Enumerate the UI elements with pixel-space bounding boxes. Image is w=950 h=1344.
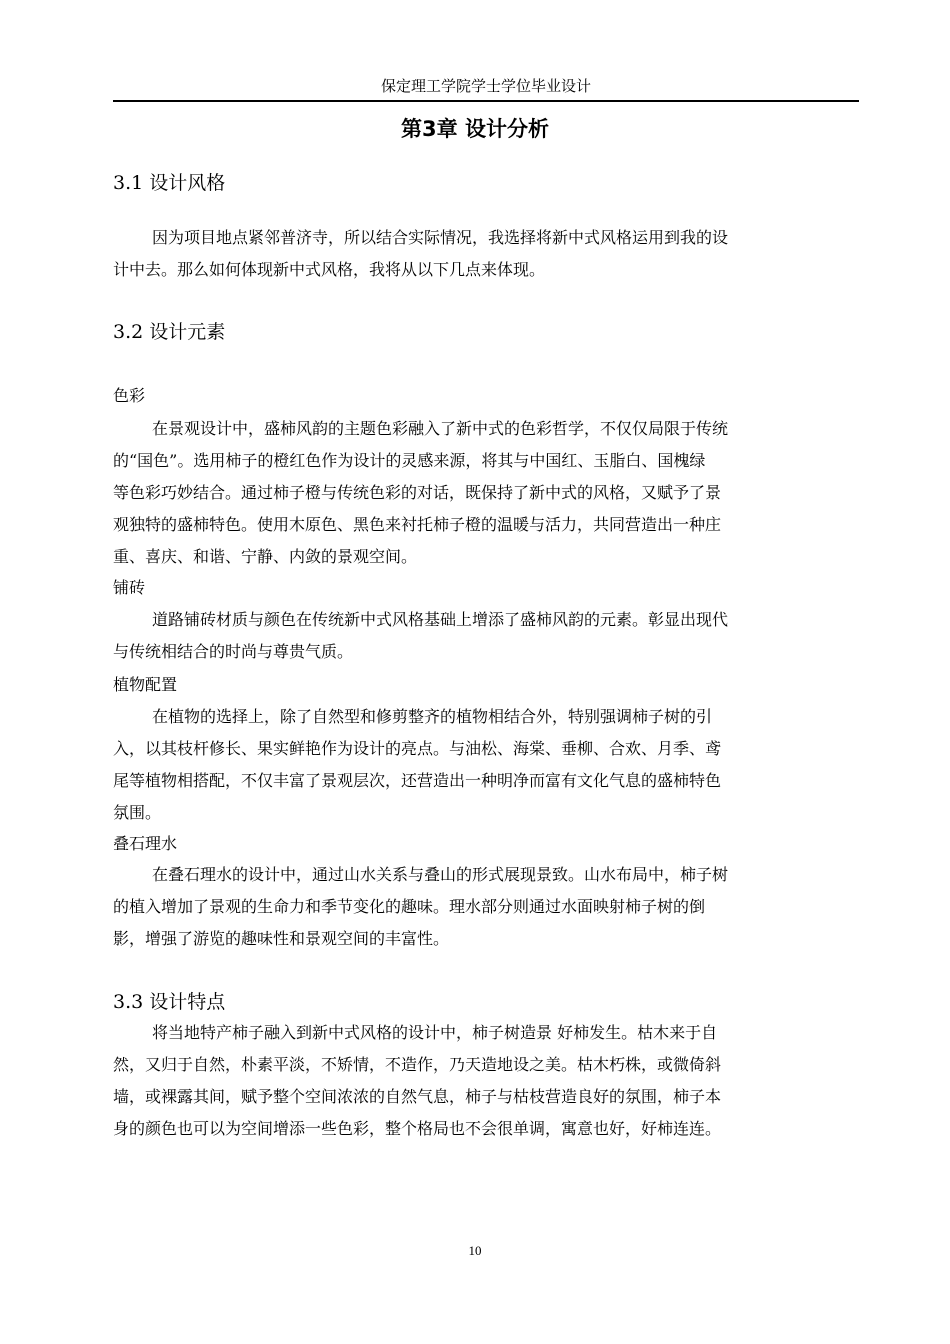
subheading-rockwork-water: 叠石理水 xyxy=(113,834,178,853)
paragraph-paving xyxy=(113,604,859,668)
header-rule xyxy=(113,100,859,102)
paragraph-design-style xyxy=(113,222,859,286)
text-line: 等色彩巧妙结合。通过柿子橙与传统色彩的对话，既保持了新中式的风格，又赋予了景 xyxy=(113,483,722,502)
text-line: 计中去。那么如何体现新中式风格，我将从以下几点来体现。 xyxy=(113,260,546,279)
text-line: 影，增强了游览的趣味性和景观空间的丰富性。 xyxy=(113,929,450,948)
text-line: 然，又归于自然，朴素平淡，不矫情，不造作，乃天造地设之美。枯木朽株，或微倚斜 xyxy=(113,1055,722,1074)
text-line: 氛围。 xyxy=(113,803,162,822)
text-line: 因为项目地点紧邻普济寺，所以结合实际情况，我选择将新中式风格运用到我的设 xyxy=(152,228,729,247)
subheading-color: 色彩 xyxy=(113,386,146,405)
section-heading-3-3: 3.3 设计特点 xyxy=(113,991,226,1013)
section-heading-3-1: 3.1 设计风格 xyxy=(113,172,226,194)
text-line: 道路铺砖材质与颜色在传统新中式风格基础上增添了盛柿风韵的元素。彰显出现代 xyxy=(152,610,729,629)
text-line: 入，以其枝杆修长、果实鲜艳作为设计的亮点。与油松、海棠、垂柳、合欢、月季、鸢 xyxy=(113,739,722,758)
text-line: 将当地特产柿子融入到新中式风格的设计中，柿子树造景 好柿发生。枯木来于自 xyxy=(152,1023,718,1042)
running-header: 保定理工学院学士学位毕业设计 xyxy=(380,77,591,95)
paragraph-color xyxy=(113,413,859,573)
text-line: 的植入增加了景观的生命力和季节变化的趣味。理水部分则通过水面映射柿子树的倒 xyxy=(113,897,706,916)
subheading-planting: 植物配置 xyxy=(113,675,178,694)
text-line: 尾等植物相搭配，不仅丰富了景观层次，还营造出一种明净而富有文化气息的盛柿特色 xyxy=(113,771,722,790)
subheading-paving: 铺砖 xyxy=(113,578,146,597)
text-line: 墙，或裸露其间，赋予整个空间浓浓的自然气息，柿子与枯枝营造良好的氛围，柿子本 xyxy=(113,1087,722,1106)
page-number: 10 xyxy=(468,1243,482,1258)
text-line: 身的颜色也可以为空间增添一些色彩，整个格局也不会很单调，寓意也好，好柿连连。 xyxy=(113,1119,722,1138)
text-line: 重、喜庆、和谐、宁静、内敛的景观空间。 xyxy=(113,547,418,566)
paragraph-design-features xyxy=(113,1017,859,1145)
paragraph-planting xyxy=(113,701,859,829)
text-line: 在景观设计中，盛柿风韵的主题色彩融入了新中式的色彩哲学，不仅仅局限于传统 xyxy=(152,419,729,438)
section-heading-3-2: 3.2 设计元素 xyxy=(113,321,226,343)
chapter-title: 第3章 设计分析 xyxy=(401,117,549,141)
text-line: 的“国色”。选用柿子的橙红色作为设计的灵感来源，将其与中国红、玉脂白、国槐绿 xyxy=(113,451,706,470)
text-line: 观独特的盛柿特色。使用木原色、黑色来衬托柿子橙的温暖与活力，共同营造出一种庄 xyxy=(113,515,722,534)
text-line: 在植物的选择上，除了自然型和修剪整齐的植物相结合外，特别强调柿子树的引 xyxy=(152,707,713,726)
text-line: 与传统相结合的时尚与尊贵气质。 xyxy=(113,642,354,661)
paragraph-rockwork-water xyxy=(113,859,859,955)
text-line: 在叠石理水的设计中，通过山水关系与叠山的形式展现景致。山水布局中，柿子树 xyxy=(152,865,729,884)
